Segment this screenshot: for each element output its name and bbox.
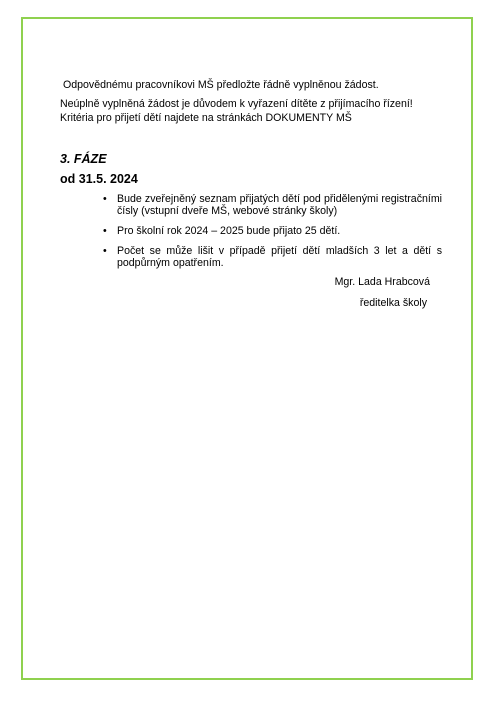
signature-name: Mgr. Lada Hrabcová <box>334 276 430 288</box>
list-item <box>103 245 442 269</box>
intro-paragraph: Odpovědnému pracovníkovi MŠ předložte řádně vyplněnou žádost. <box>63 79 379 91</box>
bullet-icon: • <box>103 225 107 237</box>
list-item-text: Bude zveřejněný seznam přijatých dětí pod přidělenými registračními čísly (vstupní dveře MŠ, webové stránky školy) <box>117 193 442 217</box>
phase-date: od 31.5. 2024 <box>60 172 138 186</box>
list-item <box>103 225 442 237</box>
bullet-icon: • <box>103 193 107 205</box>
bullet-icon: • <box>103 245 107 257</box>
signature-block <box>60 276 442 309</box>
list-item <box>103 193 442 217</box>
phase-heading: 3. FÁZE <box>60 152 107 166</box>
list-item-text: Počet se může lišit v případě přijetí dětí mladších 3 let a dětí s podpůrným opatřením. <box>117 245 442 269</box>
bullet-list <box>60 193 442 269</box>
signature-role: ředitelka školy <box>359 297 427 309</box>
incomplete-application-paragraph: Neúplně vyplněná žádost je důvodem k vyřazení dítěte z přijímacího řízení! <box>60 98 413 110</box>
criteria-paragraph: Kritéria pro přijetí dětí najdete na stránkách DOKUMENTY MŠ <box>60 112 352 124</box>
document-content <box>60 79 442 309</box>
list-item-text: Pro školní rok 2024 – 2025 bude přijato 25 dětí. <box>117 225 341 237</box>
